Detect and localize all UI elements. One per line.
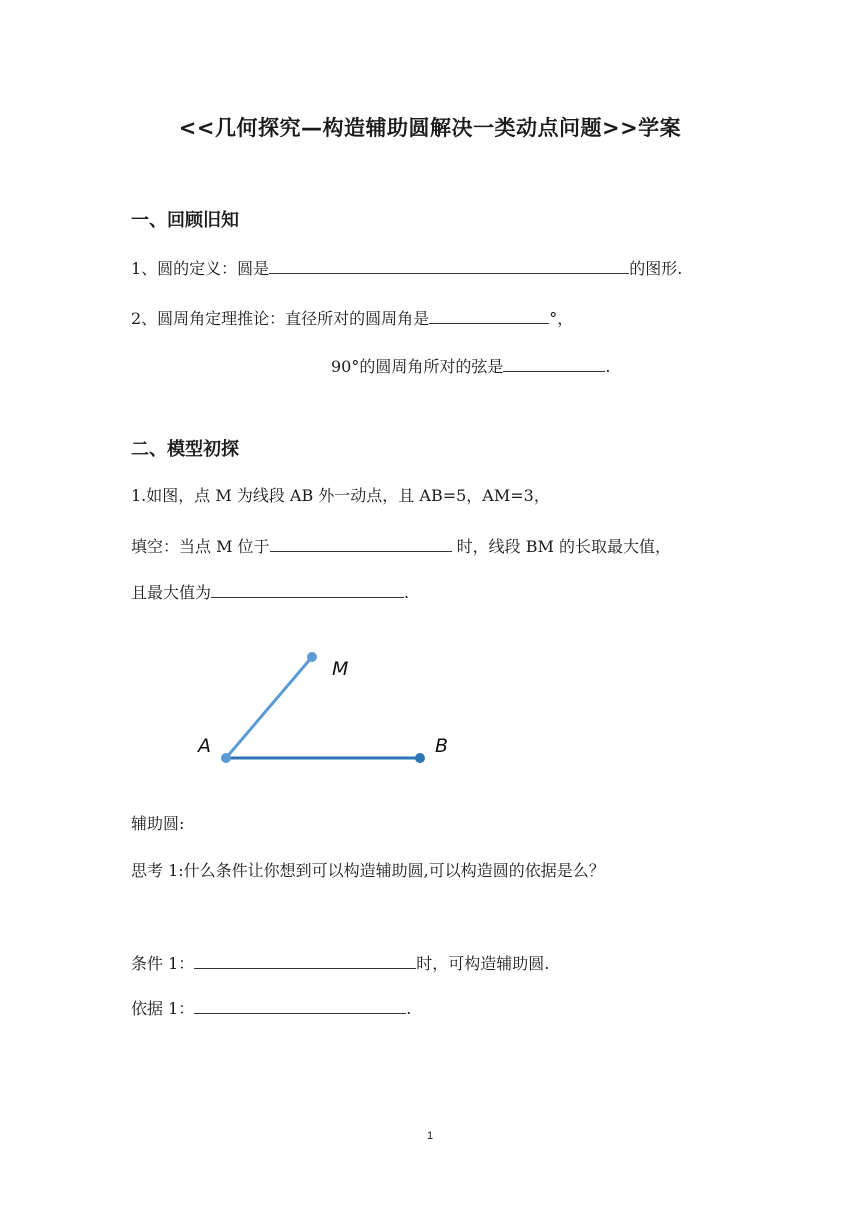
page-number: 1	[426, 1130, 434, 1142]
label-b: B	[435, 735, 449, 757]
question-2-prefix: 2、圆周角定理推论：直径所对的圆周角是	[131, 309, 430, 328]
label-m: M	[332, 658, 349, 680]
basis-suffix: .	[406, 999, 412, 1018]
condition-prefix: 条件 1：	[131, 954, 195, 973]
point-a	[221, 753, 231, 763]
segment-am	[226, 657, 312, 758]
section-heading-review: 一、回顾旧知	[131, 210, 239, 231]
basis-1	[131, 995, 411, 1020]
fill-suffix: 时，线段 BM 的长取最大值，	[451, 537, 671, 556]
fill-prefix: 填空：当点 M 位于	[131, 537, 270, 556]
auxiliary-circle-label: 辅助圆:	[131, 814, 185, 833]
section-heading-model: 二、模型初探	[131, 439, 239, 460]
question-2-suffix: °，	[549, 309, 574, 328]
problem-1-statement: 1.如图，点 M 为线段 AB 外一动点，且 AB=5，AM=3，	[131, 486, 550, 505]
page-title: <<几何探究—构造辅助圆解决一类动点问题>>学案	[178, 116, 682, 140]
condition-suffix: 时，可构造辅助圆.	[416, 954, 550, 973]
question-1-prefix: 1、圆的定义：圆是	[131, 259, 270, 278]
max-suffix: .	[404, 583, 410, 602]
answer-blank-basis[interactable]	[194, 995, 406, 1014]
point-m	[307, 652, 317, 662]
question-1-suffix: 的图形.	[629, 259, 683, 278]
condition-1	[131, 950, 549, 975]
question-2b-suffix: .	[605, 357, 611, 376]
answer-blank-condition[interactable]	[194, 950, 416, 969]
question-2b-prefix: 90°的圆周角所对的弦是	[331, 357, 504, 376]
basis-prefix: 依据 1：	[131, 999, 195, 1018]
point-b	[415, 753, 425, 763]
think-question: 思考 1:什么条件让你想到可以构造辅助圆,可以构造圆的依据是么？	[131, 861, 605, 880]
max-prefix: 且最大值为	[131, 583, 212, 602]
label-a: A	[198, 735, 211, 757]
